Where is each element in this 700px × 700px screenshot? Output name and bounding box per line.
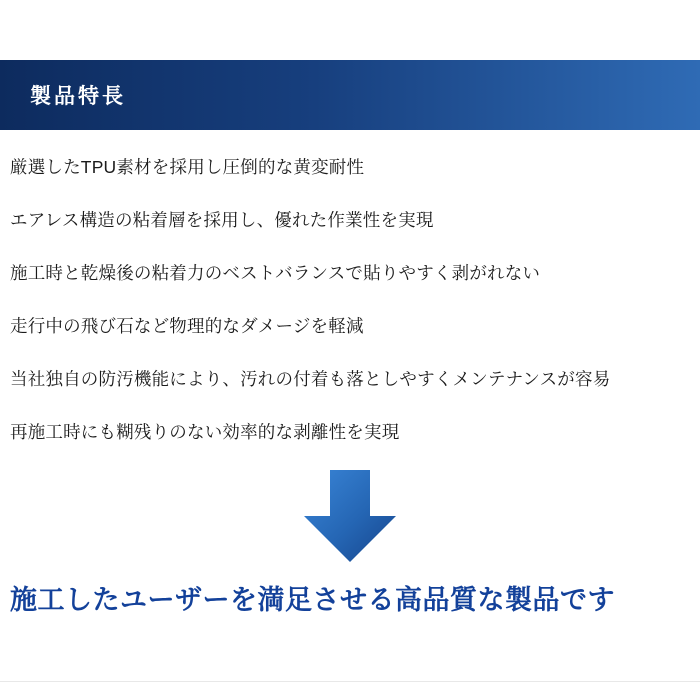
conclusion-block (0, 578, 700, 617)
arrow-down-icon (302, 470, 398, 562)
feature-list (0, 140, 700, 458)
feature-text: 走行中の飛び石など物理的なダメージを軽減 (10, 316, 364, 336)
list-item (0, 140, 700, 193)
section-header-band (0, 60, 700, 130)
feature-text: 再施工時にも糊残りのない効率的な剥離性を実現 (10, 422, 400, 442)
feature-text: 厳選したTPU素材を採用し圧倒的な黄変耐性 (10, 157, 365, 177)
arrow-container (0, 470, 700, 562)
page-title: 製品特長 (30, 85, 126, 108)
feature-text: エアレス構造の粘着層を採用し、優れた作業性を実現 (10, 210, 434, 230)
list-item (0, 299, 700, 352)
list-item (0, 352, 700, 405)
conclusion-text: 施工したユーザーを満足させる高品質な製品です (10, 585, 615, 615)
list-item (0, 193, 700, 246)
feature-text: 施工時と乾燥後の粘着力のベストバランスで貼りやすく剥がれない (10, 263, 541, 283)
list-item (0, 246, 700, 299)
list-item (0, 405, 700, 458)
bottom-divider (0, 681, 700, 682)
feature-text: 当社独自の防汚機能により、汚れの付着も落としやすくメンテナンスが容易 (10, 369, 611, 389)
